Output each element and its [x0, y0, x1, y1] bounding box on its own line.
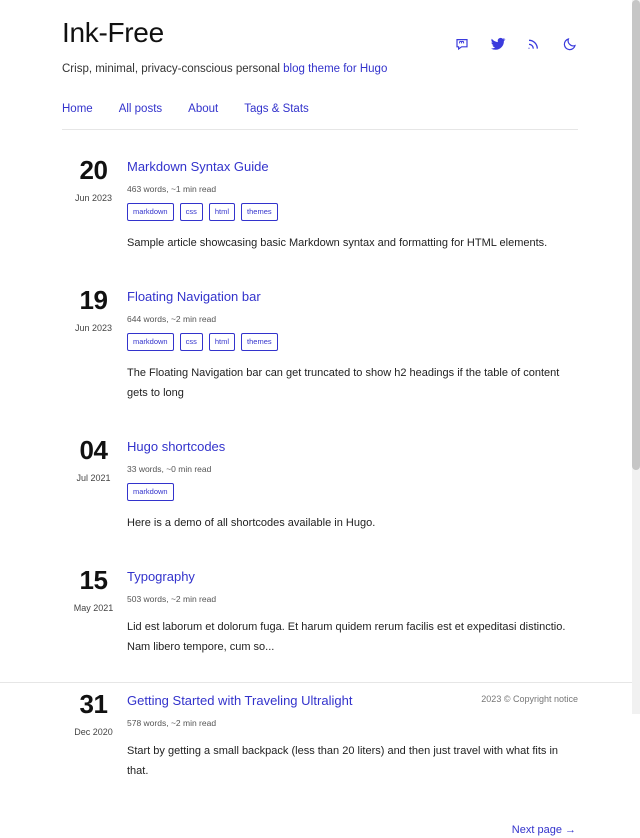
- site-title: Ink-Free: [62, 17, 164, 48]
- tag-chip[interactable]: css: [180, 203, 203, 221]
- post-title-link[interactable]: Typography: [127, 569, 195, 584]
- post-summary: Sample article showcasing basic Markdown syntax and formatting for HTML elements.: [127, 237, 548, 249]
- nav-item-about[interactable]: About: [188, 103, 219, 115]
- post-date: [62, 284, 125, 414]
- post-day: 20: [79, 155, 108, 185]
- post-body: [125, 434, 578, 544]
- post-day: 04: [79, 435, 108, 465]
- post-date: [62, 564, 125, 668]
- post-monthyear: May 2021: [73, 603, 114, 613]
- post-date: [62, 154, 125, 264]
- post-summary: Here is a demo of all shortcodes available in Hugo.: [127, 517, 376, 529]
- nav-item-all-posts[interactable]: All posts: [118, 103, 163, 115]
- post-body: [125, 154, 578, 264]
- site-footer: [0, 682, 640, 714]
- post-title-link[interactable]: Markdown Syntax Guide: [127, 159, 269, 174]
- post-title-link[interactable]: Hugo shortcodes: [127, 439, 226, 454]
- tag-chip[interactable]: themes: [241, 203, 278, 221]
- tag-chip[interactable]: markdown: [127, 333, 174, 351]
- post-monthyear: Jun 2023: [74, 193, 113, 203]
- post-meta: 503 words, ~2 min read: [127, 594, 217, 604]
- social-links: [454, 10, 578, 52]
- mastodon-icon[interactable]: [454, 36, 470, 52]
- post-summary: The Floating Navigation bar can get truncated to show h2 headings if the table of content gets to long: [127, 367, 560, 399]
- post-tags: [127, 333, 578, 351]
- tag-chip[interactable]: html: [209, 333, 235, 351]
- post-monthyear: Jun 2023: [74, 323, 113, 333]
- post-meta: 33 words, ~0 min read: [127, 464, 212, 474]
- nav-item-home[interactable]: Home: [62, 103, 93, 115]
- scrollbar[interactable]: [632, 0, 640, 714]
- copyright-text: 2023 © Copyright notice: [481, 693, 578, 704]
- nav-item-tags-stats[interactable]: Tags & Stats: [244, 103, 309, 115]
- scrollbar-thumb[interactable]: [632, 0, 640, 470]
- post-summary: Start by getting a small backpack (less than 20 liters) and then just travel with what fits in that.: [127, 745, 559, 777]
- post-meta: 644 words, ~2 min read: [127, 314, 217, 324]
- twitter-icon[interactable]: [490, 36, 506, 52]
- tag-chip[interactable]: markdown: [127, 483, 174, 501]
- next-page-link[interactable]: Next page →: [511, 824, 576, 836]
- post-day: 31: [79, 689, 108, 719]
- post-meta: 578 words, ~2 min read: [127, 718, 217, 728]
- post-tags: [127, 203, 578, 221]
- post-body: [125, 564, 578, 668]
- post-date: [62, 434, 125, 544]
- title-row: [62, 10, 578, 52]
- post-monthyear: Dec 2020: [74, 727, 113, 737]
- list-item: [62, 264, 578, 414]
- post-day: 19: [79, 285, 108, 315]
- list-item: [62, 544, 578, 668]
- post-monthyear: Jul 2021: [76, 473, 111, 483]
- post-meta: 463 words, ~1 min read: [127, 184, 217, 194]
- post-title-link[interactable]: Getting Started with Traveling Ultralight: [127, 693, 353, 708]
- tag-chip[interactable]: html: [209, 203, 235, 221]
- tag-chip[interactable]: themes: [241, 333, 278, 351]
- post-tags: [127, 483, 578, 501]
- tag-chip[interactable]: markdown: [127, 203, 174, 221]
- dark-mode-icon[interactable]: [562, 36, 578, 52]
- site-tagline: [62, 61, 578, 77]
- tag-chip[interactable]: css: [180, 333, 203, 351]
- post-day: 15: [79, 565, 108, 595]
- post-summary: Lid est laborum et dolorum fuga. Et harum quidem rerum facilis est et expeditasi distinctio. Nam libero tempore, cum so...: [127, 621, 566, 653]
- list-item: [62, 414, 578, 544]
- rss-icon[interactable]: [526, 36, 542, 52]
- pagination: [62, 820, 578, 838]
- post-title-link[interactable]: Floating Navigation bar: [127, 289, 261, 304]
- main-nav: [62, 103, 578, 130]
- tagline-text: Crisp, minimal, privacy-conscious personal: [62, 63, 284, 75]
- post-body: [125, 284, 578, 414]
- site-header: [62, 0, 578, 130]
- list-item: [62, 134, 578, 264]
- tagline-link[interactable]: blog theme for Hugo: [283, 63, 388, 75]
